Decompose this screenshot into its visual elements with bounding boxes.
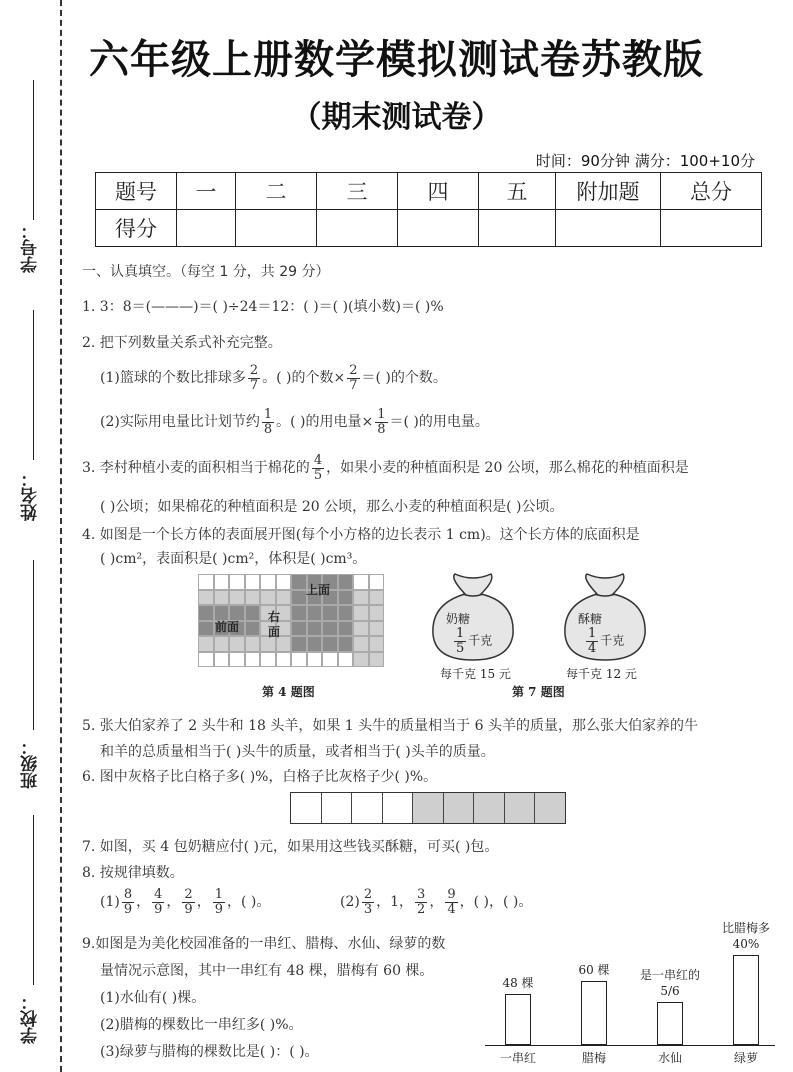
net-label-front: 前面 <box>215 620 240 634</box>
page-title: 六年级上册数学模拟测试卷苏教版 <box>89 37 704 83</box>
grid-cell <box>245 574 261 590</box>
white-box <box>322 793 353 823</box>
question-4-line-1: 4. 如图是一个长方体的表面展开图(每个小方格的边长表示 1 cm)。这个长方体的底面积是 <box>82 527 640 543</box>
fraction-denominator: 9 <box>184 901 193 917</box>
grid-cell <box>198 652 214 668</box>
grid-cell <box>322 652 338 668</box>
grid-cell <box>353 605 369 621</box>
bar-annotation: 60 棵 <box>578 962 610 977</box>
separator: ， <box>399 894 414 911</box>
q2-1-pre: (1)篮球的个数比排球多 <box>100 370 246 387</box>
fraction-numerator: 1 <box>377 407 386 422</box>
question-9-3: (3)绿萝与腊梅的棵数比是( )：( )。 <box>100 1044 319 1060</box>
section-1-title: 一、认真填空。（每空 1 分，共 29 分） <box>82 264 330 280</box>
fraction-numerator: 4 <box>154 887 163 902</box>
q2-1-post: ＝( )的个数。 <box>361 370 447 387</box>
grid-cell <box>276 652 292 668</box>
fraction-numerator: 8 <box>123 887 133 902</box>
fraction <box>454 627 466 655</box>
fraction <box>347 364 359 392</box>
question-8: 8. 按规律填数。 <box>82 865 184 881</box>
grid-cell <box>369 574 385 590</box>
white-box <box>383 793 414 823</box>
name-label: 姓名： <box>21 470 41 521</box>
fraction-denominator: 5 <box>313 467 323 483</box>
question-2-1 <box>100 364 447 392</box>
net-label-side: 右 面 <box>268 610 281 639</box>
class-label: 班级： <box>21 738 41 789</box>
bar-1 <box>581 981 607 1045</box>
grid-cell <box>307 605 323 621</box>
fraction-numerator: 2 <box>349 363 358 378</box>
fraction <box>362 888 374 916</box>
header-cell: 一 <box>177 173 236 210</box>
fraction <box>312 454 324 482</box>
grid-cell <box>198 590 214 606</box>
grid-cell <box>369 621 385 637</box>
score-cell[interactable] <box>236 210 317 247</box>
grid-cell <box>229 590 245 606</box>
q2-2-mid: 。( )的用电量× <box>276 414 374 431</box>
fraction <box>262 408 274 436</box>
grid-cell <box>291 636 307 652</box>
grid-cell <box>353 636 369 652</box>
question-9-1: (1)水仙有( )棵。 <box>100 990 206 1006</box>
score-table-score-row <box>96 210 762 247</box>
fraction-denominator: 4 <box>588 640 597 656</box>
fraction-numerator: 1 <box>263 407 273 422</box>
fraction-denominator: 9 <box>154 901 163 917</box>
grid-cell <box>369 636 385 652</box>
grid-cell <box>369 605 385 621</box>
q2-2-post: ＝( )的用电量。 <box>389 414 489 431</box>
school-line <box>33 815 34 985</box>
bar-annotation: 比腊梅多40% <box>721 921 770 951</box>
q2-2-pre: (2)实际用电量比计划节约 <box>100 414 260 431</box>
class-line <box>33 560 34 730</box>
grid-cell <box>322 605 338 621</box>
fraction <box>445 888 457 916</box>
bar-2 <box>657 1002 683 1045</box>
question-5-line-2: 和羊的总质量相当于( )头牛的质量，或者相当于( )头羊的质量。 <box>100 744 495 760</box>
bar-annotation: 是一串红的5/6 <box>639 968 700 998</box>
bag2-weight <box>584 627 624 655</box>
question-6: 6. 图中灰格子比白格子多( )%，白格子比灰格子少( )%。 <box>82 769 438 785</box>
header-cell: 附加题 <box>556 173 661 210</box>
grid-cell <box>260 574 276 590</box>
binding-dashed-line <box>60 0 62 1072</box>
grid-cell <box>322 636 338 652</box>
grid-cell <box>214 590 230 606</box>
fraction-numerator: 3 <box>417 887 426 902</box>
grid-cell <box>198 605 214 621</box>
q2-1-mid: 。( )的个数× <box>262 370 346 387</box>
grid-cell <box>214 636 230 652</box>
separator: ， <box>136 894 151 911</box>
score-table <box>95 172 762 247</box>
grid-cell <box>260 652 276 668</box>
grid-cell <box>214 652 230 668</box>
net-label-top: 上面 <box>306 583 331 597</box>
question-1: 1. 3：8＝(———)＝( )÷24＝12：( )＝( )(填小数)＝( )% <box>82 299 444 315</box>
fraction-denominator: 7 <box>349 377 358 393</box>
grid-cell <box>198 621 214 637</box>
grid-cell <box>353 590 369 606</box>
fraction <box>415 888 427 916</box>
fraction-denominator: 7 <box>249 377 259 393</box>
score-cell[interactable] <box>661 210 762 247</box>
question-9-line-1: 9.如图是为美化校园准备的一串红、腊梅、水仙、绿萝的数 <box>82 936 446 952</box>
fraction-denominator: 4 <box>447 901 456 917</box>
fraction-numerator: 2 <box>249 363 259 378</box>
grid-cell <box>353 621 369 637</box>
bar-category-label: 绿萝 <box>733 1051 758 1065</box>
header-cell: 四 <box>398 173 479 210</box>
fraction-numerator: 1 <box>456 626 465 641</box>
score-cell[interactable] <box>479 210 556 247</box>
chart-baseline <box>485 1045 775 1046</box>
q3-pre: 3. 李村种植小麦的面积相当于棉花的 <box>82 460 310 477</box>
gray-box <box>535 793 565 823</box>
bar-0 <box>505 994 531 1045</box>
grid-cell <box>245 605 261 621</box>
fraction-denominator: 8 <box>263 421 273 437</box>
header-cell: 三 <box>317 173 398 210</box>
sequence-blank: ，( )。 <box>226 894 271 911</box>
header-cell: 五 <box>479 173 556 210</box>
score-cell[interactable] <box>177 210 236 247</box>
separator: ， <box>429 894 444 911</box>
figure-4-caption: 第 4 题图 <box>262 685 315 699</box>
grid-cell <box>229 636 245 652</box>
fraction <box>213 888 225 916</box>
question-9-line-2: 量情况示意图，其中一串红有 48 棵，腊梅有 60 棵。 <box>100 963 434 979</box>
grid-cell <box>291 605 307 621</box>
bar-3 <box>733 955 759 1045</box>
bag1-name: 奶糖 <box>446 612 471 626</box>
grid-cell <box>338 574 354 590</box>
name-line <box>33 310 34 460</box>
fraction-denominator: 2 <box>417 901 426 917</box>
question-3-line-2: ( )公顷；如果棉花的种植面积是 20 公顷，那么小麦的种植面积是( )公顷。 <box>100 499 564 515</box>
grid-cell <box>229 574 245 590</box>
grid-cell <box>291 652 307 668</box>
fraction-denominator: 9 <box>123 901 133 917</box>
fraction-denominator: 5 <box>456 640 465 656</box>
figure-7-caption: 第 7 题图 <box>512 685 565 699</box>
fraction-numerator: 1 <box>214 887 223 902</box>
question-4-line-2: ( )cm²，表面积是( )cm²，体积是( )cm³。 <box>100 551 367 567</box>
grid-cell <box>322 621 338 637</box>
header-cell: 总分 <box>661 173 762 210</box>
fraction <box>182 888 194 916</box>
sequence-number: 1 <box>390 894 400 911</box>
score-row-label: 得分 <box>96 210 177 247</box>
gray-white-boxes <box>290 792 566 824</box>
grid-cell <box>338 621 354 637</box>
bar-category-label: 水仙 <box>657 1051 682 1065</box>
gray-box <box>474 793 505 823</box>
fraction-numerator: 1 <box>588 626 597 641</box>
header-cell: 题号 <box>96 173 177 210</box>
page-subtitle: （期末测试卷） <box>291 100 502 135</box>
gray-box <box>505 793 536 823</box>
fraction-numerator: 2 <box>184 887 193 902</box>
grid-cell <box>229 652 245 668</box>
gray-box <box>444 793 475 823</box>
gray-box <box>413 793 444 823</box>
q3-post: ，如果小麦的种植面积是 20 公顷，那么棉花的种植面积是 <box>326 460 689 477</box>
sequence-2: (2) $\frac{2}{3}$ ，1， $\frac{3}{2}$ ， $\frac{9}{4}$ ，( )，( )。 <box>340 887 533 917</box>
bag1-price: 每千克 15 元 <box>440 667 511 681</box>
bar-category-label: 腊梅 <box>581 1051 606 1065</box>
grid-cell <box>245 621 261 637</box>
grid-cell <box>369 652 385 668</box>
grid-cell <box>276 590 292 606</box>
fraction <box>586 627 598 655</box>
grid-cell <box>338 605 354 621</box>
grid-cell <box>369 590 385 606</box>
bag1-weight <box>452 627 492 655</box>
grid-cell <box>291 621 307 637</box>
question-3-line-1 <box>82 454 689 482</box>
sequence-1: (1) $\frac{8}{9}$ ， $\frac{4}{9}$ ， $\frac{2}{9}$ ， $\frac{1}{9}$ ，( )。 <box>100 887 271 917</box>
separator: ， <box>196 894 211 911</box>
grid-cell <box>353 652 369 668</box>
grid-cell <box>198 574 214 590</box>
grid-cell <box>245 652 261 668</box>
bar-category-label: 一串红 <box>499 1051 536 1065</box>
school-label: 学校： <box>21 993 41 1044</box>
grid-cell <box>291 590 307 606</box>
bag1-unit: 千克 <box>468 633 493 648</box>
white-box <box>352 793 383 823</box>
score-table-header-row <box>96 173 762 210</box>
question-2: 2. 把下列数量关系式补充完整。 <box>82 335 282 351</box>
white-box <box>291 793 322 823</box>
grid-cell <box>214 574 230 590</box>
grid-cell <box>307 652 323 668</box>
student-id-label: 学号： <box>21 222 41 273</box>
bag2-price: 每千克 12 元 <box>566 667 637 681</box>
sequence-blank: ，( )，( )。 <box>459 894 533 911</box>
grid-cell <box>307 621 323 637</box>
grid-cell <box>260 590 276 606</box>
score-cell[interactable] <box>398 210 479 247</box>
grid-cell <box>198 636 214 652</box>
fraction <box>375 408 387 436</box>
question-7: 7. 如图，买 4 包奶糖应付( )元，如果用这些钱买酥糖，可买( )包。 <box>82 839 499 855</box>
grid-cell <box>338 590 354 606</box>
bar-annotation: 48 棵 <box>502 975 534 990</box>
fraction-numerator: 4 <box>313 453 323 468</box>
time-score-info: 时间：90分钟 满分：100+10分 <box>535 152 755 170</box>
score-cell[interactable] <box>556 210 661 247</box>
grid-cell <box>307 636 323 652</box>
grid-cell <box>353 574 369 590</box>
header-cell: 二 <box>236 173 317 210</box>
grid-cell <box>276 574 292 590</box>
fraction <box>248 364 260 392</box>
bag2-name: 酥糖 <box>578 612 603 626</box>
fraction-numerator: 2 <box>363 887 373 902</box>
bag2-unit: 千克 <box>600 633 625 648</box>
fraction-numerator: 9 <box>447 887 456 902</box>
separator: ， <box>166 894 181 911</box>
fraction-denominator: 3 <box>363 901 373 917</box>
grid-cell <box>291 574 307 590</box>
flower-bar-diagram <box>485 921 785 1065</box>
grid-cell <box>338 636 354 652</box>
score-cell[interactable] <box>317 210 398 247</box>
fraction-denominator: 8 <box>377 421 386 437</box>
question-5-line-1: 5. 张大伯家养了 2 头牛和 18 头羊，如果 1 头牛的质量相当于 6 头羊的质量，那么张大伯家养的牛 <box>82 718 698 734</box>
question-9-2: (2)腊梅的棵数比一串红多( )%。 <box>100 1017 303 1033</box>
fraction <box>152 888 164 916</box>
question-2-2 <box>100 408 489 436</box>
grid-cell <box>338 652 354 668</box>
separator: ， <box>376 894 391 911</box>
grid-cell <box>245 590 261 606</box>
fraction-denominator: 9 <box>214 901 223 917</box>
fraction <box>122 888 134 916</box>
grid-cell <box>245 636 261 652</box>
